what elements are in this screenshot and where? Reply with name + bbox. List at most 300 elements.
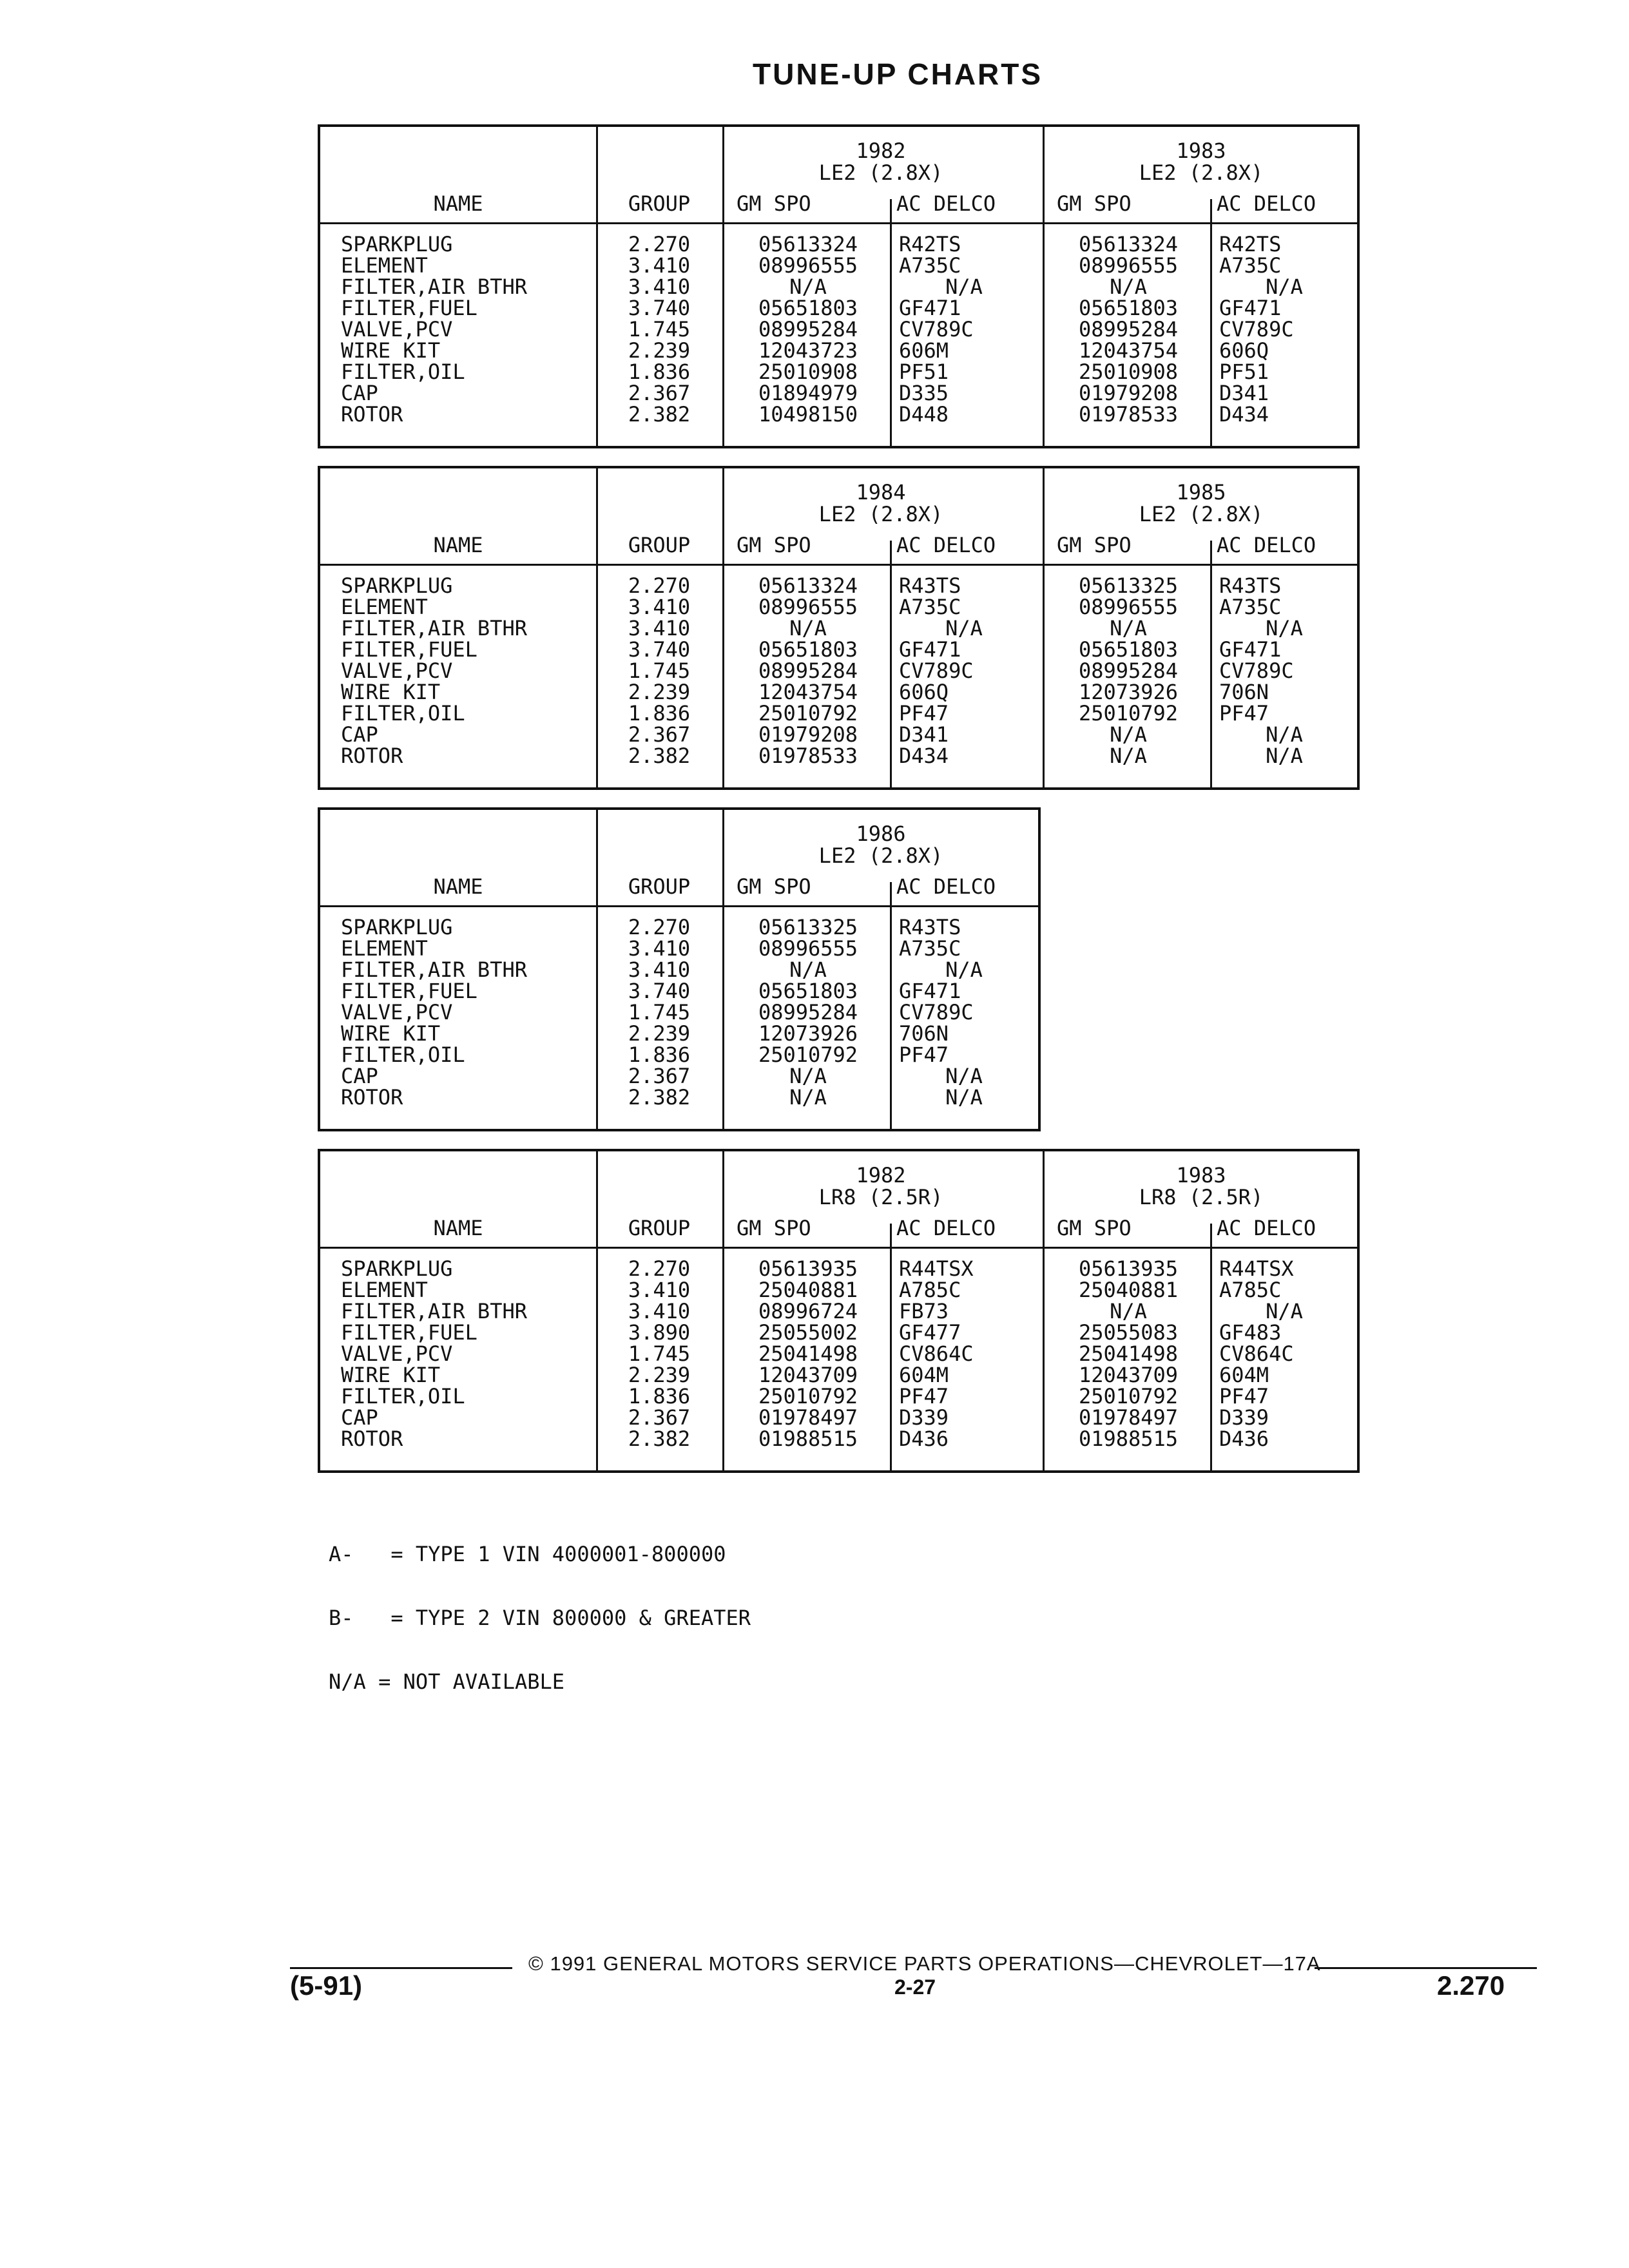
gm-spo-part-number: 25010908 [1078, 360, 1179, 384]
table-body [320, 1258, 1357, 1450]
table-row [320, 618, 1357, 639]
gm-spo-part-number: 05651803 [1078, 296, 1179, 320]
engine-code: LE2 (2.8X) [818, 160, 943, 185]
table-row [320, 383, 1357, 404]
tune-up-table-1986-le2 [318, 807, 1041, 1131]
ac-delco-part-number: A735C [1219, 595, 1282, 619]
gm-spo-part-number: 08995284 [758, 1000, 858, 1024]
group-number: 3.410 [628, 936, 691, 961]
group-number: 1.836 [628, 701, 691, 726]
part-name: ROTOR [341, 1085, 403, 1110]
gm-spo-part-number: 05651803 [758, 637, 858, 662]
ac-delco-part-number: D436 [1219, 1427, 1269, 1451]
column-header-group: GROUP [628, 1216, 691, 1240]
ac-delco-part-number: PF47 [899, 1043, 949, 1067]
ac-delco-part-number: CV864C [899, 1341, 974, 1366]
column-header-group: GROUP [628, 533, 691, 557]
group-number: 2.239 [628, 680, 691, 704]
gm-spo-part-number: N/A [1110, 616, 1147, 640]
table-row [320, 1386, 1357, 1407]
group-number: 2.367 [628, 1405, 691, 1430]
group-number: 2.270 [628, 1256, 691, 1281]
ac-delco-part-number: 706N [1219, 680, 1269, 704]
ac-delco-part-number: D341 [1219, 381, 1269, 405]
table-row [320, 1407, 1357, 1428]
ac-delco-part-number: CV789C [899, 317, 974, 341]
table-row [320, 597, 1357, 618]
gm-spo-part-number: N/A [789, 1085, 827, 1110]
column-header-ac-delco: AC DELCO [1217, 533, 1316, 557]
part-name: WIRE KIT [341, 338, 441, 363]
gm-spo-part-number: 05613324 [1078, 232, 1179, 256]
table-header-band [320, 810, 1038, 907]
ac-delco-part-number: D339 [1219, 1405, 1269, 1430]
ac-delco-part-number: 606Q [899, 680, 949, 704]
table-row [320, 361, 1357, 383]
group-number: 3.740 [628, 296, 691, 320]
ac-delco-part-number: D341 [899, 722, 949, 747]
model-year: 1985 [1176, 480, 1226, 505]
ac-delco-part-number: CV789C [899, 1000, 974, 1024]
part-name: CAP [341, 1405, 378, 1430]
table-row [320, 276, 1357, 298]
gm-spo-part-number: 08995284 [1078, 317, 1179, 341]
table-row [320, 682, 1357, 703]
table-row [320, 1280, 1357, 1301]
table-row [320, 1066, 1038, 1087]
table-row [320, 639, 1357, 660]
ac-delco-part-number: 604M [1219, 1363, 1269, 1387]
ac-delco-part-number: CV789C [899, 658, 974, 683]
table-row [320, 1301, 1357, 1322]
gm-spo-part-number: 08995284 [1078, 658, 1179, 683]
group-number: 1.745 [628, 1000, 691, 1024]
year-engine-heading [722, 1164, 1039, 1208]
group-number: 1.745 [628, 317, 691, 341]
footer-page-number: 2-27 [894, 1975, 936, 1999]
gm-spo-part-number: N/A [789, 1064, 827, 1088]
gm-spo-part-number: 25010908 [758, 360, 858, 384]
gm-spo-part-number: 01988515 [758, 1427, 858, 1451]
note-line: A- = TYPE 1 VIN 4000001-800000 [329, 1542, 726, 1566]
group-number: 2.367 [628, 381, 691, 405]
engine-code: LE2 (2.8X) [1139, 160, 1264, 185]
part-name: FILTER,AIR BTHR [341, 957, 527, 982]
group-number: 2.270 [628, 232, 691, 256]
gm-spo-part-number: N/A [789, 957, 827, 982]
part-name: SPARKPLUG [341, 1256, 453, 1281]
engine-code: LE2 (2.8X) [818, 843, 943, 868]
ac-delco-part-number: 604M [899, 1363, 949, 1387]
table-row [320, 745, 1357, 767]
column-header-gm-spo: GM SPO [737, 1216, 811, 1240]
ac-delco-part-number: PF47 [1219, 1384, 1269, 1408]
column-header-name: NAME [433, 191, 483, 216]
ac-delco-part-number: 706N [899, 1021, 949, 1046]
ac-delco-part-number: N/A [1266, 616, 1303, 640]
footer-copyright: © 1991 GENERAL MOTORS SERVICE PARTS OPERATIONS—CHEVROLET—17A [528, 1952, 1321, 1975]
engine-code: LR8 (2.5R) [818, 1185, 943, 1209]
model-year: 1983 [1176, 139, 1226, 163]
table-row [320, 981, 1038, 1002]
part-name: FILTER,AIR BTHR [341, 274, 527, 299]
gm-spo-part-number: 08996555 [758, 595, 858, 619]
ac-delco-part-number: CV789C [1219, 317, 1294, 341]
ac-delco-part-number: GF471 [899, 637, 961, 662]
table-header-band [320, 1151, 1357, 1249]
gm-spo-part-number: 25041498 [1078, 1341, 1179, 1366]
gm-spo-part-number: 12043709 [758, 1363, 858, 1387]
ac-delco-part-number: CV789C [1219, 658, 1294, 683]
group-number: 2.270 [628, 573, 691, 598]
footer-rule-left [290, 1967, 512, 1969]
ac-delco-part-number: R44TSX [899, 1256, 974, 1281]
table-row [320, 1023, 1038, 1044]
column-header-group: GROUP [628, 874, 691, 899]
gm-spo-part-number: N/A [1110, 744, 1147, 768]
gm-spo-part-number: 05613935 [1078, 1256, 1179, 1281]
ac-delco-part-number: R44TSX [1219, 1256, 1294, 1281]
part-name: FILTER,OIL [341, 701, 465, 726]
group-number: 3.890 [628, 1320, 691, 1345]
ac-delco-part-number: N/A [1266, 722, 1303, 747]
table-row [320, 660, 1357, 682]
gm-spo-part-number: 12043754 [758, 680, 858, 704]
ac-delco-part-number: A785C [1219, 1278, 1282, 1302]
table-row [320, 1322, 1357, 1343]
table-body [320, 575, 1357, 767]
part-name: FILTER,FUEL [341, 637, 477, 662]
group-number: 2.239 [628, 1363, 691, 1387]
ac-delco-part-number: GF471 [899, 296, 961, 320]
column-header-gm-spo: GM SPO [1057, 1216, 1132, 1240]
ac-delco-part-number: A735C [899, 595, 961, 619]
table-row [320, 1365, 1357, 1386]
gm-spo-part-number: 05613324 [758, 232, 858, 256]
group-number: 2.382 [628, 744, 691, 768]
ac-delco-part-number: N/A [1266, 1299, 1303, 1323]
table-row [320, 1428, 1357, 1450]
gm-spo-part-number: 05613324 [758, 573, 858, 598]
gm-spo-part-number: 01978497 [758, 1405, 858, 1430]
ac-delco-part-number: 606Q [1219, 338, 1269, 363]
group-number: 2.367 [628, 722, 691, 747]
gm-spo-part-number: 12043723 [758, 338, 858, 363]
ac-delco-part-number: PF47 [1219, 701, 1269, 726]
gm-spo-part-number: N/A [1110, 1299, 1147, 1323]
table-row [320, 1002, 1038, 1023]
gm-spo-part-number: N/A [789, 616, 827, 640]
part-name: VALVE,PCV [341, 658, 453, 683]
ac-delco-part-number: A735C [899, 936, 961, 961]
group-number: 1.836 [628, 360, 691, 384]
table-row [320, 917, 1038, 938]
year-engine-heading [722, 140, 1039, 184]
ac-delco-part-number: GF477 [899, 1320, 961, 1345]
group-number: 3.410 [628, 957, 691, 982]
legend-notes [329, 1501, 751, 1714]
column-header-gm-spo: GM SPO [1057, 533, 1132, 557]
table-body [320, 917, 1038, 1108]
group-number: 2.367 [628, 1064, 691, 1088]
ac-delco-part-number: N/A [945, 274, 983, 299]
ac-delco-part-number: N/A [1266, 274, 1303, 299]
gm-spo-part-number: 01988515 [1078, 1427, 1179, 1451]
part-name: VALVE,PCV [341, 1341, 453, 1366]
gm-spo-part-number: 08996555 [1078, 253, 1179, 278]
table-row [320, 234, 1357, 255]
gm-spo-part-number: 25010792 [758, 701, 858, 726]
ac-delco-part-number: R43TS [899, 915, 961, 939]
part-name: FILTER,FUEL [341, 1320, 477, 1345]
model-year: 1982 [856, 139, 906, 163]
column-header-gm-spo: GM SPO [737, 874, 811, 899]
group-number: 2.239 [628, 1021, 691, 1046]
part-name: FILTER,OIL [341, 360, 465, 384]
note-line: N/A = NOT AVAILABLE [329, 1669, 565, 1694]
model-year: 1986 [856, 822, 906, 846]
gm-spo-part-number: 08996555 [758, 253, 858, 278]
part-name: CAP [341, 1064, 378, 1088]
gm-spo-part-number: 01894979 [758, 381, 858, 405]
part-name: WIRE KIT [341, 680, 441, 704]
table-row [320, 1258, 1357, 1280]
table-row [320, 319, 1357, 340]
part-name: ROTOR [341, 744, 403, 768]
footer-rule-right [1315, 1967, 1537, 1969]
gm-spo-part-number: N/A [789, 274, 827, 299]
tune-up-table-1982-1983-lr8 [318, 1149, 1360, 1473]
year-engine-heading [1043, 481, 1360, 525]
gm-spo-part-number: 12043709 [1078, 1363, 1179, 1387]
group-number: 2.239 [628, 338, 691, 363]
part-name: FILTER,OIL [341, 1384, 465, 1408]
gm-spo-part-number: 05613325 [758, 915, 858, 939]
year-engine-heading [722, 823, 1039, 867]
gm-spo-part-number: 25010792 [1078, 1384, 1179, 1408]
ac-delco-part-number: N/A [945, 616, 983, 640]
group-number: 3.410 [628, 253, 691, 278]
group-number: 2.382 [628, 1085, 691, 1110]
year-engine-heading [722, 481, 1039, 525]
part-name: CAP [341, 381, 378, 405]
column-header-gm-spo: GM SPO [1057, 191, 1132, 216]
part-name: SPARKPLUG [341, 232, 453, 256]
table-header-band [320, 127, 1357, 224]
column-header-ac-delco: AC DELCO [896, 874, 996, 899]
table-row [320, 703, 1357, 724]
tune-up-table-1984-1985-le2 [318, 466, 1360, 790]
ac-delco-part-number: GF471 [899, 979, 961, 1003]
engine-code: LR8 (2.5R) [1139, 1185, 1264, 1209]
part-name: ELEMENT [341, 595, 428, 619]
year-engine-heading [1043, 140, 1360, 184]
ac-delco-part-number: D434 [1219, 402, 1269, 427]
ac-delco-part-number: D448 [899, 402, 949, 427]
gm-spo-part-number: 25041498 [758, 1341, 858, 1366]
part-name: SPARKPLUG [341, 915, 453, 939]
tune-up-table-1982-1983-le2 [318, 124, 1360, 448]
group-number: 3.410 [628, 1299, 691, 1323]
ac-delco-part-number: FB73 [899, 1299, 949, 1323]
ac-delco-part-number: D434 [899, 744, 949, 768]
gm-spo-part-number: 12073926 [1078, 680, 1179, 704]
ac-delco-part-number: D436 [899, 1427, 949, 1451]
column-header-ac-delco: AC DELCO [1217, 191, 1316, 216]
year-engine-heading [1043, 1164, 1360, 1208]
column-header-gm-spo: GM SPO [737, 191, 811, 216]
ac-delco-part-number: N/A [945, 1085, 983, 1110]
table-row [320, 340, 1357, 361]
table-row [320, 255, 1357, 276]
gm-spo-part-number: 25055083 [1078, 1320, 1179, 1345]
column-header-name: NAME [433, 533, 483, 557]
ac-delco-part-number: R42TS [1219, 232, 1282, 256]
gm-spo-part-number: 25010792 [1078, 701, 1179, 726]
part-name: ELEMENT [341, 253, 428, 278]
gm-spo-part-number: 08996555 [1078, 595, 1179, 619]
group-number: 1.745 [628, 658, 691, 683]
group-number: 3.410 [628, 274, 691, 299]
part-name: VALVE,PCV [341, 1000, 453, 1024]
ac-delco-part-number: D335 [899, 381, 949, 405]
ac-delco-part-number: GF471 [1219, 637, 1282, 662]
gm-spo-part-number: 25040881 [758, 1278, 858, 1302]
ac-delco-part-number: 606M [899, 338, 949, 363]
table-row [320, 724, 1357, 745]
part-name: ROTOR [341, 1427, 403, 1451]
ac-delco-part-number: R42TS [899, 232, 961, 256]
group-number: 3.740 [628, 979, 691, 1003]
ac-delco-part-number: PF47 [899, 1384, 949, 1408]
model-year: 1983 [1176, 1163, 1226, 1187]
group-number: 2.270 [628, 915, 691, 939]
table-row [320, 298, 1357, 319]
gm-spo-part-number: 10498150 [758, 402, 858, 427]
column-header-name: NAME [433, 874, 483, 899]
ac-delco-part-number: A735C [899, 253, 961, 278]
gm-spo-part-number: 05651803 [1078, 637, 1179, 662]
column-header-ac-delco: AC DELCO [896, 1216, 996, 1240]
gm-spo-part-number: 12043754 [1078, 338, 1179, 363]
ac-delco-part-number: N/A [1266, 744, 1303, 768]
table-row [320, 404, 1357, 425]
table-row [320, 575, 1357, 597]
footer-date: (5-91) [290, 1970, 363, 2001]
part-name: FILTER,FUEL [341, 979, 477, 1003]
footer-section-number: 2.270 [1437, 1970, 1505, 2001]
group-number: 1.836 [628, 1043, 691, 1067]
gm-spo-part-number: 25010792 [758, 1043, 858, 1067]
column-header-ac-delco: AC DELCO [896, 533, 996, 557]
part-name: ELEMENT [341, 1278, 428, 1302]
gm-spo-part-number: 05613325 [1078, 573, 1179, 598]
model-year: 1982 [856, 1163, 906, 1187]
ac-delco-part-number: R43TS [1219, 573, 1282, 598]
group-number: 3.410 [628, 595, 691, 619]
gm-spo-part-number: 25055002 [758, 1320, 858, 1345]
table-row [320, 1343, 1357, 1365]
page-title: TUNE-UP CHARTS [753, 57, 1043, 91]
group-number: 3.410 [628, 1278, 691, 1302]
gm-spo-part-number: 01978497 [1078, 1405, 1179, 1430]
ac-delco-part-number: R43TS [899, 573, 961, 598]
part-name: VALVE,PCV [341, 317, 453, 341]
table-body [320, 234, 1357, 425]
table-header-band [320, 468, 1357, 566]
gm-spo-part-number: 08995284 [758, 658, 858, 683]
group-number: 2.382 [628, 402, 691, 427]
ac-delco-part-number: PF51 [1219, 360, 1269, 384]
note-line: B- = TYPE 2 VIN 800000 & GREATER [329, 1606, 751, 1630]
gm-spo-part-number: 25040881 [1078, 1278, 1179, 1302]
part-name: FILTER,AIR BTHR [341, 1299, 527, 1323]
table-row [320, 1044, 1038, 1066]
ac-delco-part-number: N/A [945, 1064, 983, 1088]
ac-delco-part-number: GF483 [1219, 1320, 1282, 1345]
gm-spo-part-number: 12073926 [758, 1021, 858, 1046]
gm-spo-part-number: 01978533 [1078, 402, 1179, 427]
column-header-ac-delco: AC DELCO [896, 191, 996, 216]
ac-delco-part-number: N/A [945, 957, 983, 982]
part-name: ROTOR [341, 402, 403, 427]
ac-delco-part-number: GF471 [1219, 296, 1282, 320]
part-name: ELEMENT [341, 936, 428, 961]
ac-delco-part-number: PF51 [899, 360, 949, 384]
group-number: 3.410 [628, 616, 691, 640]
part-name: WIRE KIT [341, 1363, 441, 1387]
ac-delco-part-number: CV864C [1219, 1341, 1294, 1366]
table-row [320, 938, 1038, 959]
gm-spo-part-number: 08996724 [758, 1299, 858, 1323]
gm-spo-part-number: 08995284 [758, 317, 858, 341]
ac-delco-part-number: A785C [899, 1278, 961, 1302]
column-header-group: GROUP [628, 191, 691, 216]
ac-delco-part-number: A735C [1219, 253, 1282, 278]
group-number: 2.382 [628, 1427, 691, 1451]
part-name: FILTER,AIR BTHR [341, 616, 527, 640]
column-header-gm-spo: GM SPO [737, 533, 811, 557]
gm-spo-part-number: 05651803 [758, 296, 858, 320]
part-name: SPARKPLUG [341, 573, 453, 598]
table-row [320, 959, 1038, 981]
ac-delco-part-number: D339 [899, 1405, 949, 1430]
part-name: FILTER,OIL [341, 1043, 465, 1067]
part-name: WIRE KIT [341, 1021, 441, 1046]
part-name: CAP [341, 722, 378, 747]
engine-code: LE2 (2.8X) [1139, 502, 1264, 526]
gm-spo-part-number: N/A [1110, 722, 1147, 747]
gm-spo-part-number: 01979208 [1078, 381, 1179, 405]
group-number: 1.836 [628, 1384, 691, 1408]
table-row [320, 1087, 1038, 1108]
gm-spo-part-number: 05613935 [758, 1256, 858, 1281]
column-header-ac-delco: AC DELCO [1217, 1216, 1316, 1240]
group-number: 1.745 [628, 1341, 691, 1366]
gm-spo-part-number: 08996555 [758, 936, 858, 961]
part-name: FILTER,FUEL [341, 296, 477, 320]
ac-delco-part-number: PF47 [899, 701, 949, 726]
engine-code: LE2 (2.8X) [818, 502, 943, 526]
gm-spo-part-number: 01979208 [758, 722, 858, 747]
gm-spo-part-number: N/A [1110, 274, 1147, 299]
gm-spo-part-number: 01978533 [758, 744, 858, 768]
gm-spo-part-number: 05651803 [758, 979, 858, 1003]
gm-spo-part-number: 25010792 [758, 1384, 858, 1408]
column-header-name: NAME [433, 1216, 483, 1240]
model-year: 1984 [856, 480, 906, 505]
group-number: 3.740 [628, 637, 691, 662]
